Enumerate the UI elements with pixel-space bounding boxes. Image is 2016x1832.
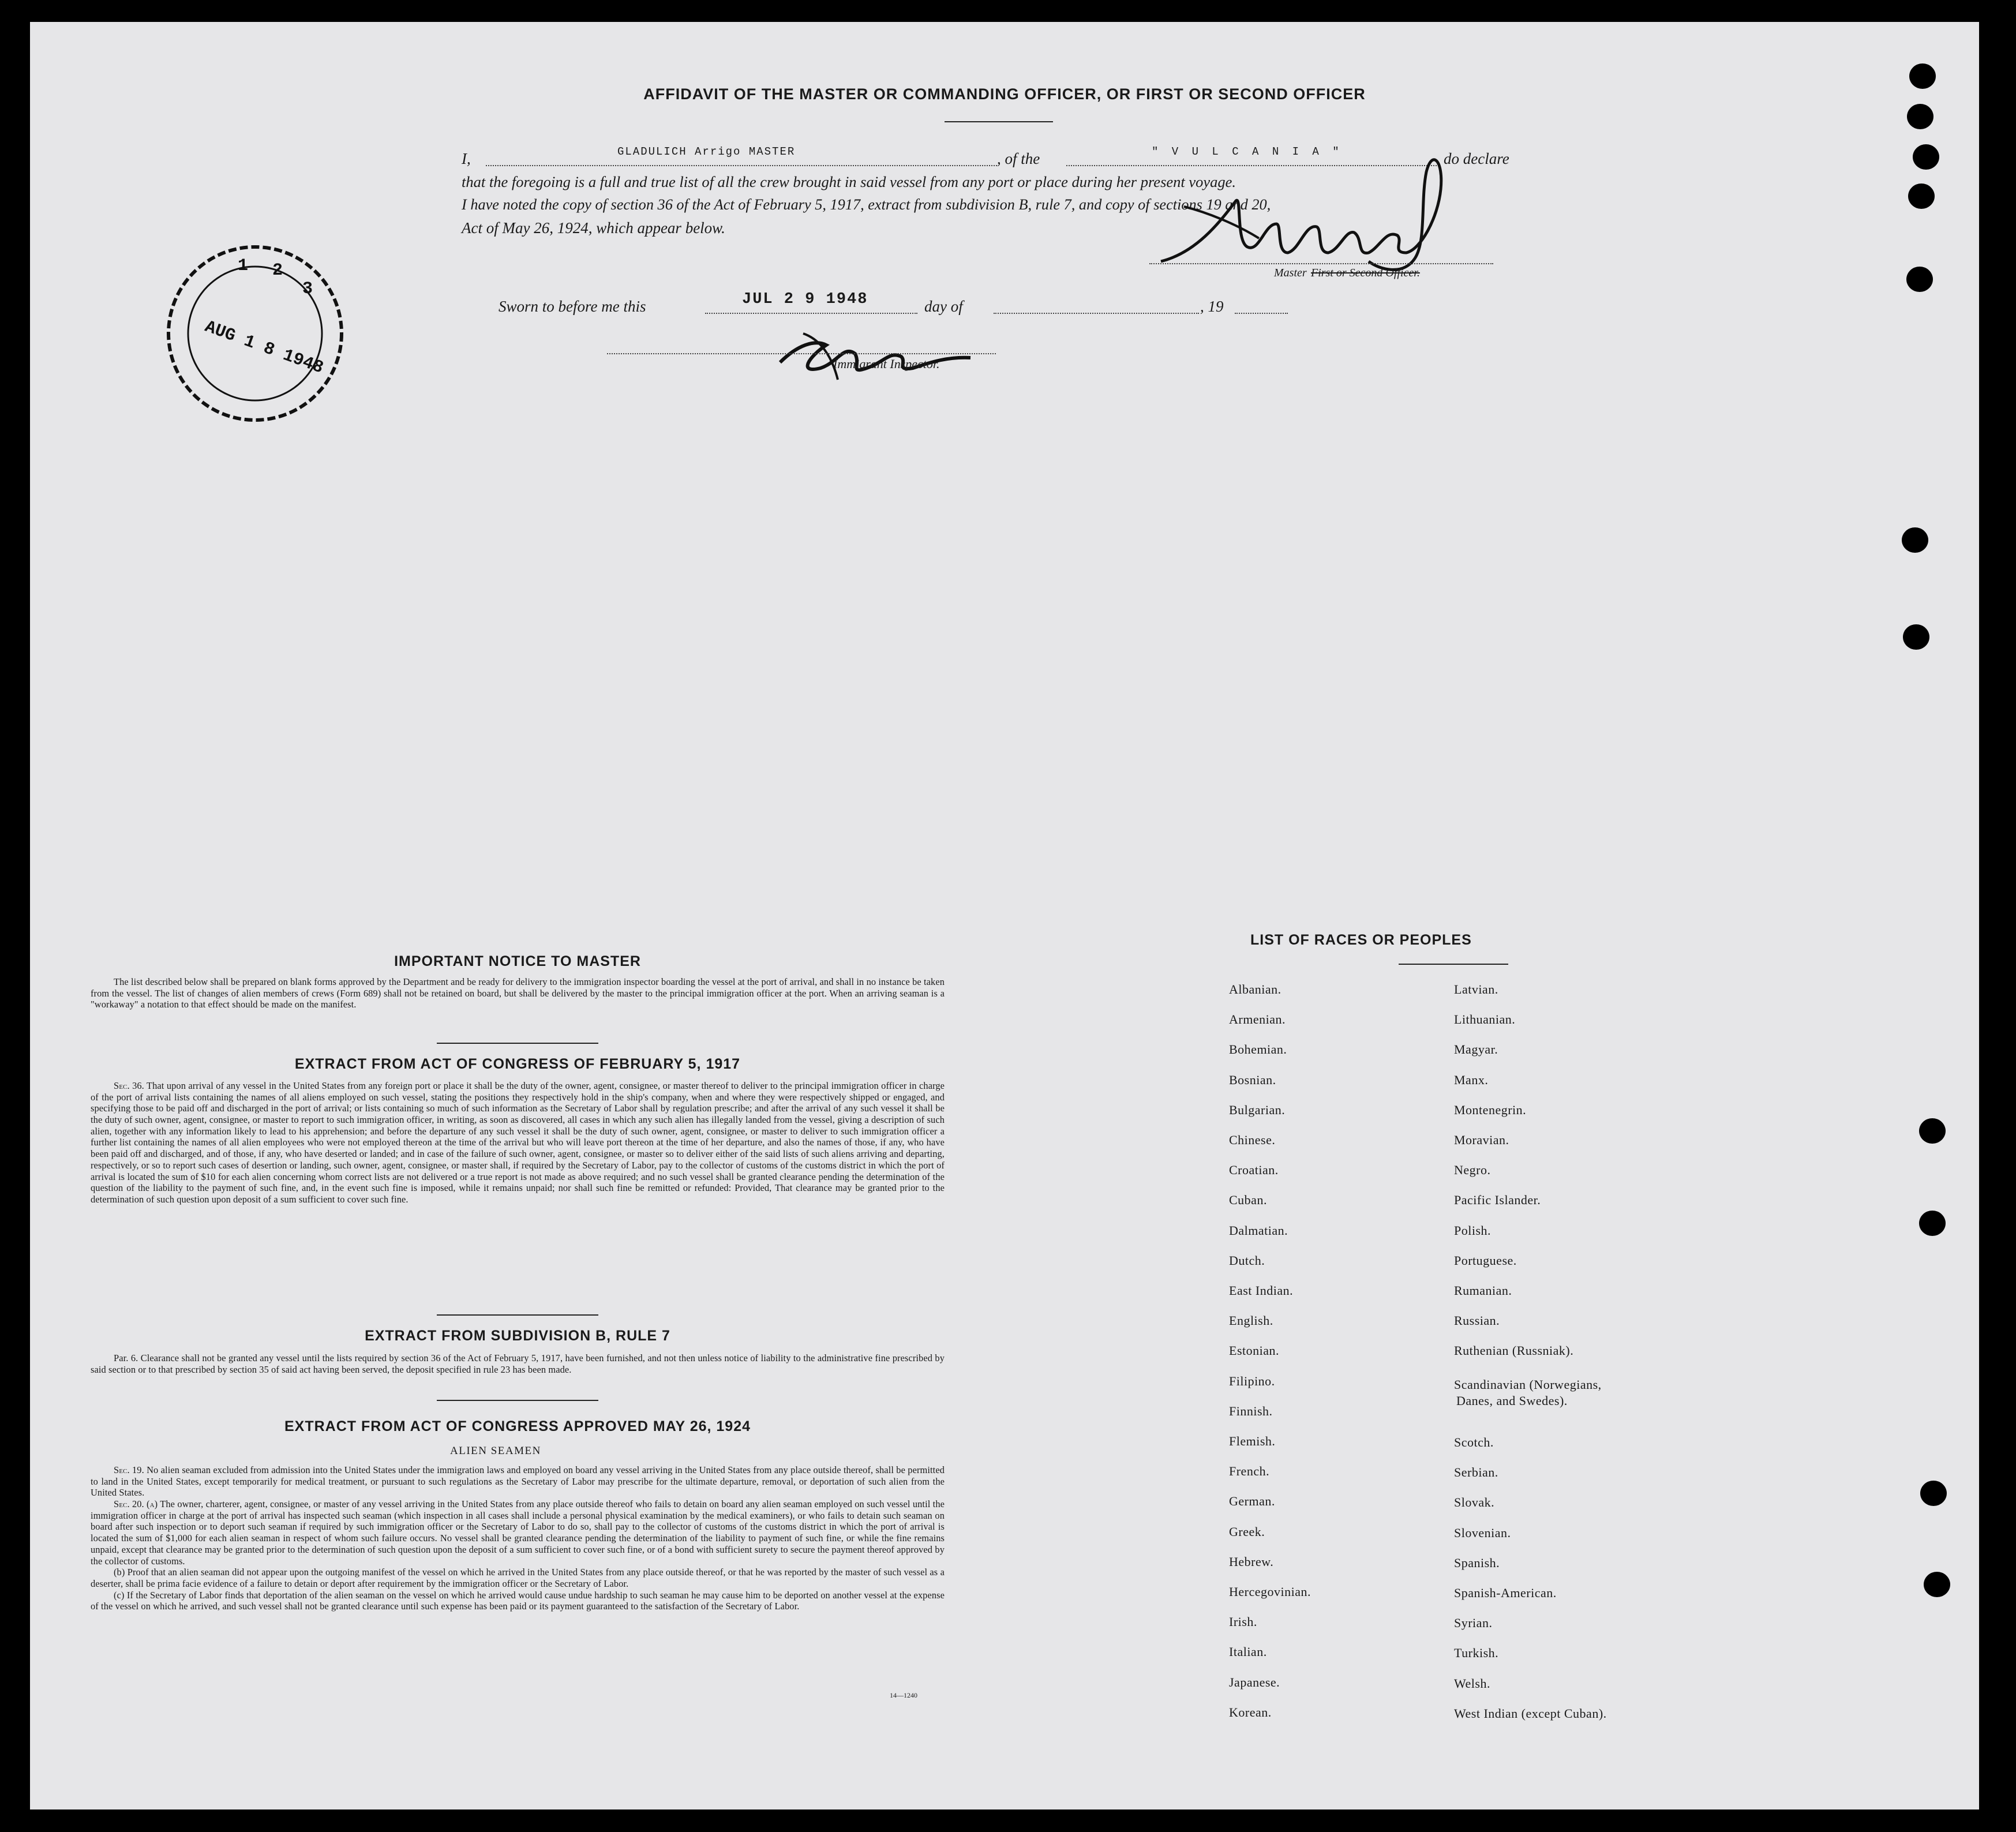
race-item: Japanese.	[1229, 1674, 1280, 1689]
race-item: Portuguese.	[1454, 1253, 1517, 1268]
rule7-text: Par. 6. Clearance shall not be granted any vessel until the lists required by section 36 of the Act of February 5, 1917, have been furnished, and not then unless notice of liability to the administrative fine prescribed by said section or to that prescribed by section 35 of said act having been served, the deposit specified in rule 23 has been made.	[91, 1353, 945, 1375]
race-item: Slovenian.	[1454, 1525, 1511, 1540]
punch-hole	[1906, 267, 1933, 292]
race-item: Manx.	[1454, 1072, 1489, 1087]
race-item: Bulgarian.	[1229, 1102, 1286, 1117]
race-item: Scandinavian (Norwegians,	[1454, 1377, 1602, 1392]
sworn-date-line	[705, 313, 917, 314]
inspector-line	[607, 353, 996, 354]
punch-hole	[1903, 624, 1929, 650]
sec20b-text: (b) Proof that an alien seaman did not appear upon the outgoing manifest of the vessel on which he arrived in the United States from any place outside thereof, or that he was reported by the master of such vessel as a deserter, shall be prima facie evidence of a failure to detain or deport after requirement by the immigration officer or the Secretary of Labor.	[91, 1567, 945, 1589]
alien-seamen-subtitle: ALIEN SEAMEN	[450, 1445, 541, 1457]
extract-1917-divider	[437, 1314, 598, 1316]
punch-hole	[1909, 63, 1936, 89]
extract-rule7-title: EXTRACT FROM SUBDIVISION B, RULE 7	[365, 1328, 670, 1344]
race-item: Flemish.	[1229, 1434, 1276, 1448]
race-item: Estonian.	[1229, 1343, 1279, 1358]
affidavit-line-4: Act of May 26, 1924, which appear below.	[462, 219, 725, 237]
race-item: Scotch.	[1454, 1435, 1494, 1449]
extract-rule7-divider	[437, 1400, 598, 1401]
race-item: Italian.	[1229, 1644, 1267, 1659]
punch-hole	[1919, 1211, 1946, 1236]
stamp-number-3: 3	[302, 279, 313, 299]
signature-line	[1149, 263, 1493, 264]
punch-hole	[1919, 1118, 1946, 1144]
race-item: Serbian.	[1454, 1465, 1498, 1480]
race-item: Moravian.	[1454, 1133, 1509, 1147]
race-item: Dutch.	[1229, 1253, 1265, 1268]
race-item: Polish.	[1454, 1223, 1492, 1238]
race-item: Filipino.	[1229, 1373, 1275, 1388]
race-item: German.	[1229, 1494, 1275, 1509]
extract-rule7-body	[91, 1353, 945, 1375]
race-item: Spanish.	[1454, 1555, 1500, 1570]
stamp-number-1: 1	[238, 256, 249, 276]
master-name-line	[486, 165, 997, 166]
race-item: Irish.	[1229, 1614, 1257, 1629]
sec20-label: Sec. 20. (a)	[114, 1498, 158, 1510]
vessel-name-field: " V U L C A N I A "	[1152, 145, 1343, 158]
race-item: Hebrew.	[1229, 1554, 1274, 1569]
race-item: Rumanian.	[1454, 1283, 1512, 1298]
race-item: Hercegovinian.	[1229, 1584, 1311, 1599]
extract-1917-body	[91, 1080, 945, 1205]
sec20c-text: (c) If the Secretary of Labor finds that deportation of the alien seaman on the vessel on which he arrived would cause undue hardship to such seaman he may cause him to be deported on another vessel at the expense of the vessel on which he arrived, and such vessel shall not be granted clearance until such expense has been paid or its payment guaranteed to the satisfaction of the Secretary of Labor.	[91, 1589, 945, 1612]
punch-hole	[1908, 183, 1935, 209]
punch-hole	[1924, 1572, 1950, 1597]
race-item: Bosnian.	[1229, 1072, 1276, 1087]
race-item: Croatian.	[1229, 1163, 1279, 1178]
punch-hole	[1920, 1481, 1947, 1506]
inspector-label: Immigrant Inspector.	[833, 357, 940, 371]
race-item: Latvian.	[1454, 982, 1498, 996]
race-item: Pacific Islander.	[1454, 1193, 1541, 1208]
year-label: , 19	[1200, 298, 1224, 315]
immigration-stamp	[151, 230, 359, 437]
notice-body	[91, 976, 945, 1010]
race-item: Dalmatian.	[1229, 1223, 1288, 1238]
notice-title: IMPORTANT NOTICE TO MASTER	[394, 953, 641, 969]
race-item: Korean.	[1229, 1704, 1272, 1719]
race-item: Slovak.	[1454, 1495, 1495, 1510]
affidavit-title: AFFIDAVIT OF THE MASTER OR COMMANDING OFFICER, OR FIRST OR SECOND OFFICER	[643, 85, 1366, 103]
races-divider	[1399, 964, 1508, 965]
of-the-label: , of the	[997, 150, 1040, 167]
day-of-label: day of	[924, 298, 963, 315]
extract-1917-title: EXTRACT FROM ACT OF CONGRESS OF FEBRUARY 5, 1917	[294, 1056, 741, 1072]
signature-role-master: Master	[1274, 267, 1307, 279]
form-number: 14—1240	[890, 1691, 917, 1699]
race-item: Ruthenian (Russniak).	[1454, 1343, 1574, 1358]
sec36-label: Sec. 36.	[114, 1080, 144, 1091]
title-divider	[945, 121, 1053, 122]
race-item: Welsh.	[1454, 1676, 1490, 1691]
race-item: Magyar.	[1454, 1042, 1498, 1057]
notice-divider	[437, 1043, 598, 1044]
sec20a-paragraph	[91, 1498, 945, 1567]
punch-hole	[1907, 104, 1933, 129]
race-item: Russian.	[1454, 1313, 1500, 1328]
sec19-label: Sec. 19.	[114, 1464, 144, 1475]
notice-body-text: The list described below shall be prepared on blank forms approved by the Department and be ready for delivery to the immigration inspector boarding the vessel at the port of arrival, and shall in no instance be taken from the vessel. The list of changes of alien members of crews (Form 689) shall not be retained on board, but shall be delivered by the master to the principal immigration officer at the port. When an arriving seaman is a "workaway" a notation to that effect should be made on the manifest.	[91, 976, 945, 1010]
race-item: Bohemian.	[1229, 1042, 1287, 1057]
race-item: Montenegrin.	[1454, 1102, 1527, 1117]
sworn-date-stamp: JUL 2 9 1948	[742, 291, 868, 308]
race-item: Danes, and Swedes).	[1456, 1393, 1568, 1408]
stamp-number-2: 2	[272, 261, 283, 280]
race-item: Greek.	[1229, 1524, 1265, 1539]
races-title: LIST OF RACES OR PEOPLES	[1250, 932, 1472, 948]
race-item: Albanian.	[1229, 982, 1281, 996]
race-item: Lithuanian.	[1454, 1012, 1516, 1027]
race-item: Syrian.	[1454, 1616, 1493, 1631]
punch-hole	[1913, 144, 1939, 170]
race-item: Cuban.	[1229, 1193, 1267, 1208]
race-item: English.	[1229, 1313, 1273, 1328]
race-item: Negro.	[1454, 1163, 1491, 1178]
master-name-field: GLADULICH Arrigo MASTER	[617, 145, 796, 158]
extract-1924-body	[91, 1464, 945, 1612]
race-item: Chinese.	[1229, 1133, 1276, 1147]
sec20a-text: The owner, charterer, agent, consignee, or master of any vessel arriving in the United States from any place outside thereof who fails to detain on board any alien seaman employed on such vessel until the immigration officer in charge at the port of arrival has inspected such seaman (which inspection in all cases shall include a personal physical examination by the medical examiners), or who fails to detain such seaman on board after such inspection or to deport such seaman if required by such immigration officer or the Secretary of Labor to do so, shall pay to the collector of customs of the customs district in which the port of arrival is located the sum of $1,000 for each alien seaman in respect of whom such failure occurs. No vessel shall be granted clearance pending the determination of the liability to payment of such fine, or while the fine remains unpaid, except that clearance may be granted prior to the determination of such question upon the deposit of a sum sufficient to cover such fine, or of a bond with sufficient surety to secure the payment thereof approved by the collector of customs.	[91, 1498, 945, 1567]
sec19-text: No alien seaman excluded from admission into the United States under the immigration laws and employed on board any vessel arriving in the United States from any place outside thereof, shall be permitted to land in the United States, except temporarily for medical treatment, or pursuant to such regulations as the Secretary of Labor may prescribe for the ultimate departure, removal, or deportation of such alien from the United States.	[91, 1464, 945, 1498]
race-item: Turkish.	[1454, 1646, 1499, 1661]
race-item: West Indian (except Cuban).	[1454, 1706, 1607, 1721]
race-item: French.	[1229, 1464, 1270, 1479]
stamp-date: AUG 1 8 1948	[202, 317, 326, 379]
sec19-paragraph	[91, 1464, 945, 1498]
year-line	[1235, 313, 1288, 314]
sec36-text: That upon arrival of any vessel in the United States from any foreign port or place it shall be the duty of the owner, agent, consignee, or master thereof to deliver to the principal immigration officer in charge of the port of arrival lists containing the names of all aliens employed on such vessel, stating the positions they respectively hold in the ship's company, when and where they were respectively shipped or engaged, and specifying those to be paid off and discharged in the port of arrival; or lists containing so much of such information as the Secretary of Labor shall by regulation prescribe; and after the arrival of any such vessel it shall be the duty of such owner, agent, consignee, or master to report to such immigration officer, in writing, as soon as discovered, all cases in which any such alien has illegally landed from the vessel, giving a description of such alien, together with any information likely to lead to his apprehension; and before the departure of any such vessel it shall be the duty of such owner, agent, consignee, or master to deliver to such immigration officer a further list containing the names of all alien employees who were not employed thereon at the time of the arrival but who will leave port thereon at the time of her departure, and also the names of those, if any, who have been paid off and discharged, and of those, if any, who have deserted or landed; and in case of the failure of such owner, agent, consignee, or master so to deliver either of the said lists of such aliens arriving and departing, respectively, or so to report such cases of desertion or landing, such owner, agent, consignee, or master shall, if required by the Secretary of Labor, pay to the collector of customs of the customs district in which the port of arrival is located the sum of $10 for each alien concerning whom correct lists are not delivered or a true report is not made as above required; and no such vessel shall be granted clearance pending the determination of the question of the liability to the payment of such fine, and, in the event such fine is imposed, while it remains unpaid; nor shall such fine be remitted or refunded: Provided, That clearance may be granted prior to the determination of such question upon deposit of a sum sufficient to cover such fine.	[91, 1080, 945, 1205]
affidavit-line-2: that the foregoing is a full and true list of all the crew brought in said vessel from any port or place during her present voyage.	[462, 173, 1236, 190]
race-item: Armenian.	[1229, 1012, 1286, 1027]
race-item: Spanish-American.	[1454, 1586, 1557, 1600]
affidavit-i-label: I,	[462, 150, 471, 167]
document-page	[30, 22, 1979, 1809]
day-of-line	[994, 313, 1199, 314]
do-declare-label: do declare	[1444, 150, 1509, 167]
signature-role-struck: First or Second Officer.	[1311, 267, 1420, 279]
affidavit-line-3: I have noted the copy of section 36 of the Act of February 5, 1917, extract from subdivision B, rule 7, and copy of sections 19 and 20,	[462, 196, 1271, 213]
race-item: Finnish.	[1229, 1403, 1273, 1418]
punch-hole	[1902, 527, 1928, 553]
race-item: East Indian.	[1229, 1283, 1294, 1298]
extract-1924-title: EXTRACT FROM ACT OF CONGRESS APPROVED MAY 26, 1924	[284, 1418, 751, 1434]
sworn-label: Sworn to before me this	[499, 298, 646, 315]
